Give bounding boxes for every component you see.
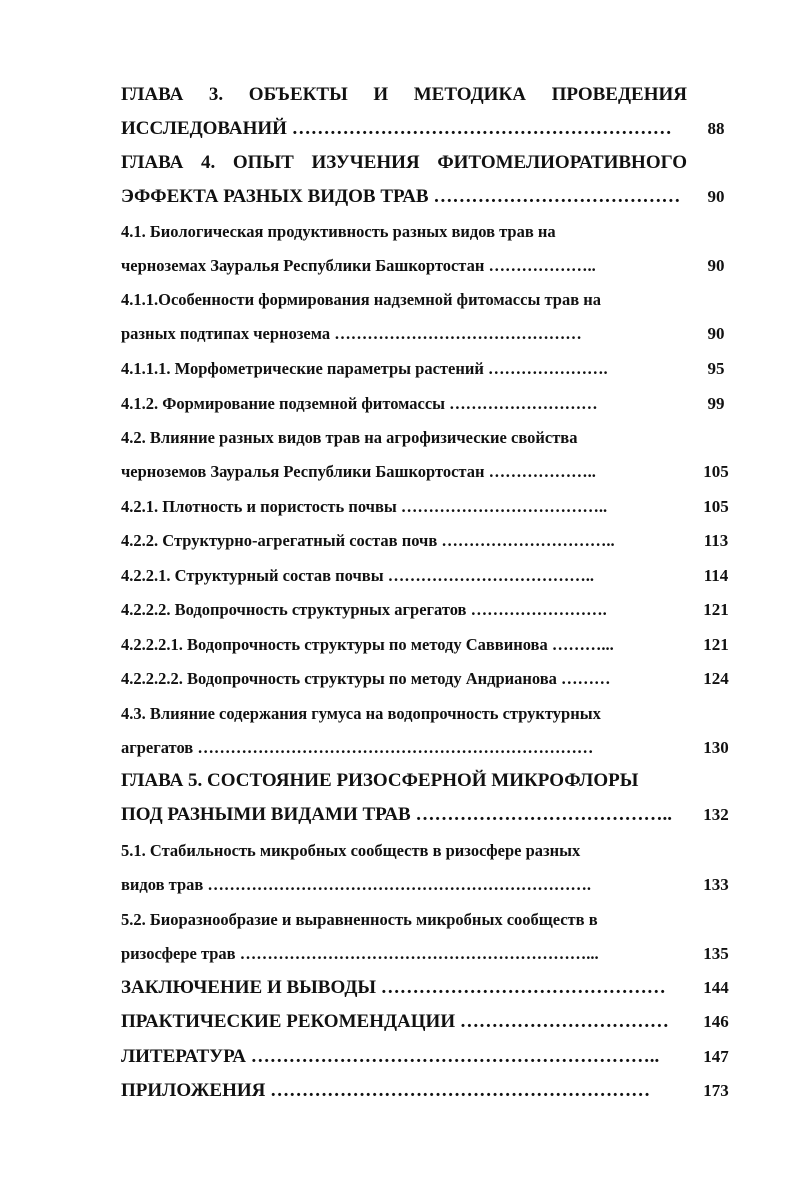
toc-entry-page-number: 147 <box>703 1047 729 1066</box>
toc-entry-page-number: 133 <box>703 875 729 894</box>
toc-entry-page-number: 90 <box>707 187 725 206</box>
toc-entry-title-line: ПРАКТИЧЕСКИЕ РЕКОМЕНДАЦИИ …………………………… <box>121 1011 669 1032</box>
toc-entry-page-number: 90 <box>707 324 725 343</box>
toc-entry-page-number: 130 <box>703 738 729 757</box>
toc-entry-title-line: ИССЛЕДОВАНИЙ …………………………………………………… <box>121 118 672 139</box>
toc-entry-title-line: ЛИТЕРАТУРА ……………………………………………………….. <box>121 1046 660 1067</box>
toc-entry-page-number: 105 <box>703 462 729 481</box>
toc-entry-title-line: 4.1.2. Формирование подземной фитомассы ……………………… <box>121 394 598 413</box>
toc-entry-page-number: 121 <box>703 635 729 654</box>
toc-entry-title-line: ГЛАВА 4. ОПЫТ ИЗУЧЕНИЯ ФИТОМЕЛИОРАТИВНОГО <box>121 152 687 173</box>
toc-entry-title-line: 4.2.2.2.2. Водопрочность структуры по методу Андрианова ……… <box>121 669 611 688</box>
toc-entry-title-line: ЗАКЛЮЧЕНИЕ И ВЫВОДЫ ……………………………………… <box>121 977 666 998</box>
toc-entry-title-line: 5.1. Стабильность микробных сообществ в ризосфере разных <box>121 841 581 860</box>
toc-entry-title-line: 4.1.1.1. Морфометрические параметры растений …………………. <box>121 359 608 378</box>
toc-entry-title-line: 4.2.2.2. Водопрочность структурных агрегатов ……………………. <box>121 600 607 619</box>
toc-entry-page-number: 113 <box>703 531 729 550</box>
toc-entry-title-line: 4.1.1.Особенности формирования надземной фитомассы трав на <box>121 290 601 309</box>
toc-entry-page-number: 114 <box>703 566 729 585</box>
toc-entry-title-line: черноземах Зауралья Республики Башкортостан ……………….. <box>121 256 596 275</box>
toc-entry-page-number: 132 <box>703 805 729 824</box>
toc-entry-title-line: 4.2.2.2.1. Водопрочность структуры по методу Саввинова ………... <box>121 635 614 654</box>
toc-entry-title-line: ПОД РАЗНЫМИ ВИДАМИ ТРАВ ………………………………….. <box>121 804 672 825</box>
toc-entry-page-number: 88 <box>707 119 725 138</box>
toc-entry-page-number: 90 <box>707 256 725 275</box>
toc-entry-page-number: 99 <box>707 394 725 413</box>
toc-entry-title-line: 5.2. Биоразнообразие и выравненность микробных сообществ в <box>121 910 598 929</box>
toc-entry-title-line: черноземов Зауралья Республики Башкортостан ……………….. <box>121 462 596 481</box>
toc-entry-page-number: 146 <box>703 1012 729 1031</box>
toc-entry-page-number: 121 <box>703 600 729 619</box>
toc-entry-page-number: 124 <box>703 669 729 688</box>
toc-entry-page-number: 173 <box>703 1081 729 1100</box>
toc-entry-title-line: ризосфере трав ………………………………………………………... <box>121 944 599 963</box>
toc-entry-page-number: 105 <box>703 497 729 516</box>
toc-entry-title-line: ПРИЛОЖЕНИЯ …………………………………………………… <box>121 1080 651 1101</box>
toc-entry-page-number: 135 <box>703 944 729 963</box>
toc-entry-title-line: 4.1. Биологическая продуктивность разных видов трав на <box>121 222 556 241</box>
toc-entry-title-line: 4.3. Влияние содержания гумуса на водопрочность структурных <box>121 704 601 723</box>
toc-entry-title-line: ГЛАВА 3. ОБЪЕКТЫ И МЕТОДИКА ПРОВЕДЕНИЯ <box>121 84 687 105</box>
toc-entry-title-line: ЭФФЕКТА РАЗНЫХ ВИДОВ ТРАВ ………………………………… <box>121 186 681 207</box>
toc-entry-title-line: разных подтипах чернозема ……………………………………… <box>121 324 582 343</box>
toc-entry-page-number: 95 <box>707 359 725 378</box>
toc-entry-title-line: 4.2.1. Плотность и пористость почвы ……………………………….. <box>121 497 608 516</box>
toc-entry-title-line: 4.2.2. Структурно-агрегатный состав почв ………………………….. <box>121 531 615 550</box>
toc-entry-title-line: 4.2.2.1. Структурный состав почвы ……………………………….. <box>121 566 594 585</box>
toc-entry-title-line: агрегатов ……………………………………………………………… <box>121 738 594 757</box>
toc-entry-title-line: видов трав ……………………………………………………………. <box>121 875 592 894</box>
toc-entry-title-line: 4.2. Влияние разных видов трав на агрофизические свойства <box>121 428 578 447</box>
toc-entry-title-line: ГЛАВА 5. СОСТОЯНИЕ РИЗОСФЕРНОЙ МИКРОФЛОРЫ <box>121 770 639 791</box>
toc-entry-page-number: 144 <box>703 978 729 997</box>
